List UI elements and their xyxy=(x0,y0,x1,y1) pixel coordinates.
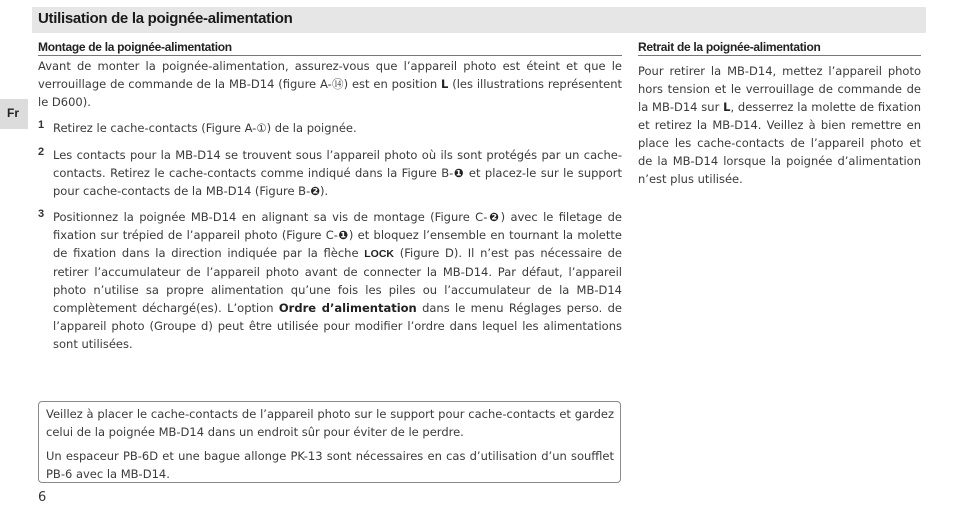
section-heading-mounting: Montage de la poignée-alimentation xyxy=(38,40,622,56)
note-box xyxy=(38,401,621,483)
step-text xyxy=(53,208,622,353)
removal-text-end: , desserrez la molette de fixation et retirez la MB-D14. Veillez à bien remettre en place les cache-contacts de l’appareil photo et de la MB-D14 lorsque la poignée d’alimentation n’est plus utilisée. xyxy=(638,100,921,186)
step-number: 3 xyxy=(38,208,45,220)
step-text-part: Les contacts pour la MB-D14 se trouvent sous l’appareil photo où ils sont protégés par un cache-contacts. Retirez le cache-contacts comme indiqué dans la Figure B- xyxy=(53,148,622,180)
step-text-part: dans le menu Réglages perso. de l’appareil photo (Groupe d) peut être utilisée pour modifier l’ordre dans lequel les alimentations sont utilisées. xyxy=(53,301,622,351)
lock-position-mark: L xyxy=(723,100,731,114)
page-title: Utilisation de la poignée-alimentation xyxy=(38,10,293,27)
step-text-part: Positionnez la poignée MB-D14 en alignant sa vis de montage (Figure C- xyxy=(53,210,488,224)
section-heading-removal: Retrait de la poignée-alimentation xyxy=(638,40,921,56)
removal-text-start: Pour retirer la MB-D14, mettez l’appareil photo hors tension et le verrouillage de commande de la MB-D14 sur xyxy=(638,64,921,114)
figure-callout-2: ❷ xyxy=(310,184,320,198)
intro-text-start: Avant de monter la poignée-alimentation, assurez-vous que l’appareil photo est éteint et que le verrouillage de commande de la MB-D14 (figure A-⑭) est en position xyxy=(38,59,622,91)
figure-callout-1: ❶ xyxy=(453,166,465,180)
menu-option-name: Ordre d’alimentation xyxy=(278,301,417,315)
note-paragraph-1: Veillez à placer le cache-contacts de l’appareil photo sur le support pour cache-contacts et gardez celui de la poignée MB-D14 dans un endroit sûr pour éviter de le perdre. xyxy=(46,407,614,439)
step-text-part: (Figure D). Il n’est pas nécessaire de retirer l’accumulateur de l’appareil photo avant de connecter la MB-D14. Par défaut, l’appareil photo n’utilise sa propre alimentation qu’une fois les piles ou l’accumulateur de la MB-D14 complètement déchargé(es). L’option xyxy=(53,246,622,315)
step-text-part: ) et bloquez l’ensemble en tournant la molette de fixation dans la direction indiquée par la flèche xyxy=(53,228,622,260)
lock-arrow-label: LOCK xyxy=(364,248,395,260)
step-text: Retirez le cache-contacts (Figure A-①) de la poignée. xyxy=(53,121,357,135)
step-text-part: ). xyxy=(319,184,329,198)
intro-text-end: (les illustrations représentent le D600). xyxy=(38,77,622,109)
page-number: 6 xyxy=(38,490,47,505)
language-tab xyxy=(0,99,28,129)
lock-position-mark: L xyxy=(441,77,449,91)
intro-paragraph xyxy=(38,57,622,111)
step-text-part: et placez-le sur le support pour cache-contacts de la MB-D14 (Figure B- xyxy=(53,166,622,198)
figure-callout-2: ❷ xyxy=(487,210,501,224)
step-number: 2 xyxy=(38,146,45,158)
language-tab-label: Fr xyxy=(7,106,19,120)
note-paragraph-2: Un espaceur PB-6D et une bague allonge PK-13 sont nécessaires en cas d’utilisation d’un soufflet PB-6 avec la MB-D14. xyxy=(46,449,614,481)
figure-callout-1: ❶ xyxy=(337,228,349,242)
step-number: 1 xyxy=(38,119,45,131)
step-text-part: ) avec le filetage de fixation sur trépied de l’appareil photo (Figure C- xyxy=(53,210,622,242)
step-text xyxy=(53,146,622,200)
removal-paragraph xyxy=(638,62,921,188)
